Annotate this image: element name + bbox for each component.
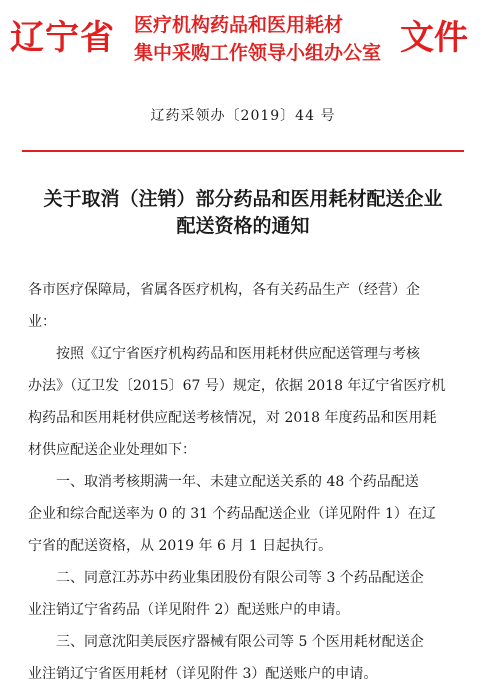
paragraph-line: 材供应配送企业处理如下： bbox=[28, 442, 196, 458]
title-line1: 关于取消（注销）部分药品和医用耗材配送企业 bbox=[43, 188, 443, 210]
paragraph-line: 业注销辽宁省医用耗材（详见附件 3）配送账户的申请。 bbox=[28, 666, 378, 682]
document-body bbox=[28, 274, 464, 690]
paragraph-line: 办法》（辽卫发〔2015〕67 号）规定，依据 2018 年辽宁省医疗机 bbox=[28, 378, 446, 394]
paragraph-line: 宁省的配送资格，从 2019 年 6 月 1 日起执行。 bbox=[28, 538, 333, 554]
paragraph-line: 业注销辽宁省药品（详见附件 2）配送账户的申请。 bbox=[28, 602, 350, 618]
paragraph-line: 构药品和医用耗材供应配送考核情况，对 2018 年度药品和医用耗 bbox=[28, 410, 437, 426]
document-title bbox=[20, 186, 466, 240]
red-separator-line bbox=[22, 150, 464, 152]
header-office-line1: 医疗机构药品和医用耗材 bbox=[134, 14, 344, 36]
paragraph-line: 按照《辽宁省医疗机构药品和医用耗材供应配送管理与考核 bbox=[56, 346, 420, 362]
header-province: 辽宁省 bbox=[10, 18, 115, 58]
title-line2: 配送资格的通知 bbox=[176, 215, 310, 237]
header-document-word: 文件 bbox=[400, 18, 468, 58]
header-office-line2: 集中采购工作领导小组办公室 bbox=[134, 42, 382, 64]
salutation-line: 各市医疗保障局，省属各医疗机构，各有关药品生产（经营）企 bbox=[28, 282, 420, 298]
paragraph-line: 一、取消考核期满一年、未建立配送关系的 48 个药品配送 bbox=[56, 474, 419, 490]
paragraph-line: 三、同意沈阳美辰医疗器械有限公司等 5 个医用耗材配送企 bbox=[56, 634, 424, 650]
header-office-name bbox=[134, 11, 396, 67]
paragraph-line: 企业和综合配送率为 0 的 31 个药品配送企业（详见附件 1）在辽 bbox=[28, 506, 436, 522]
salutation-line: 业： bbox=[28, 314, 56, 330]
document-number: 辽药采领办〔2019〕44 号 bbox=[150, 108, 336, 124]
paragraph-line: 二、同意江苏苏中药业集团股份有限公司等 3 个药品配送企 bbox=[56, 570, 424, 586]
